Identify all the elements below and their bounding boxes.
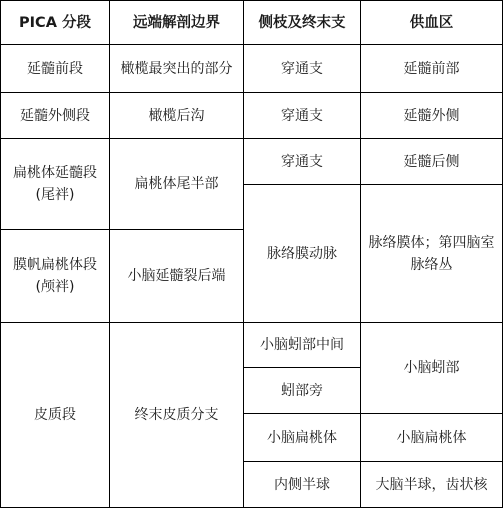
segment-boundary: 终末皮质分支 bbox=[110, 323, 244, 508]
segment-boundary: 橄榄后沟 bbox=[110, 93, 244, 139]
supply-cell: 脉络膜体；第四脑室脉络丛 bbox=[361, 185, 503, 323]
table-row bbox=[1, 323, 503, 368]
branch-cell: 穿通支 bbox=[244, 93, 361, 139]
branch-cell: 小脑蚓部中间 bbox=[244, 323, 361, 368]
supply-cell: 小脑蚓部 bbox=[361, 323, 503, 414]
segment-note: (尾袢) bbox=[35, 187, 75, 203]
segment-name: 扁桃体延髓段 bbox=[13, 165, 97, 181]
header-segment: PICA 分段 bbox=[1, 1, 110, 45]
segment-name: 膜帆扁桃体段 bbox=[13, 257, 97, 273]
branch-cell: 小脑扁桃体 bbox=[244, 414, 361, 462]
table-row bbox=[1, 93, 503, 139]
supply-cell: 延髓外侧 bbox=[361, 93, 503, 139]
header-boundary: 远端解剖边界 bbox=[110, 1, 244, 45]
segment-note: (颅袢) bbox=[35, 279, 75, 295]
segment-boundary: 小脑延髓裂后端 bbox=[110, 230, 244, 323]
header-row bbox=[1, 1, 503, 45]
table-row bbox=[1, 45, 503, 93]
segment-boundary: 扁桃体尾半部 bbox=[110, 139, 244, 230]
supply-cell: 延髓前部 bbox=[361, 45, 503, 93]
table-row bbox=[1, 139, 503, 185]
supply-cell: 小脑扁桃体 bbox=[361, 414, 503, 462]
branch-cell: 内侧半球 bbox=[244, 462, 361, 508]
segment-name-cell bbox=[1, 139, 110, 230]
supply-cell: 大脑半球，齿状核 bbox=[361, 462, 503, 508]
segment-name: 延髓前段 bbox=[1, 45, 110, 93]
supply-cell: 延髓后侧 bbox=[361, 139, 503, 185]
branch-cell: 蚓部旁 bbox=[244, 368, 361, 414]
segment-name: 延髓外侧段 bbox=[1, 93, 110, 139]
segment-boundary: 橄榄最突出的部分 bbox=[110, 45, 244, 93]
header-branches: 侧枝及终末支 bbox=[244, 1, 361, 45]
segment-name-cell bbox=[1, 230, 110, 323]
branch-cell: 穿通支 bbox=[244, 139, 361, 185]
branch-cell: 脉络膜动脉 bbox=[244, 185, 361, 323]
segment-name: 皮质段 bbox=[1, 323, 110, 508]
branch-cell: 穿通支 bbox=[244, 45, 361, 93]
header-supply: 供血区 bbox=[361, 1, 503, 45]
